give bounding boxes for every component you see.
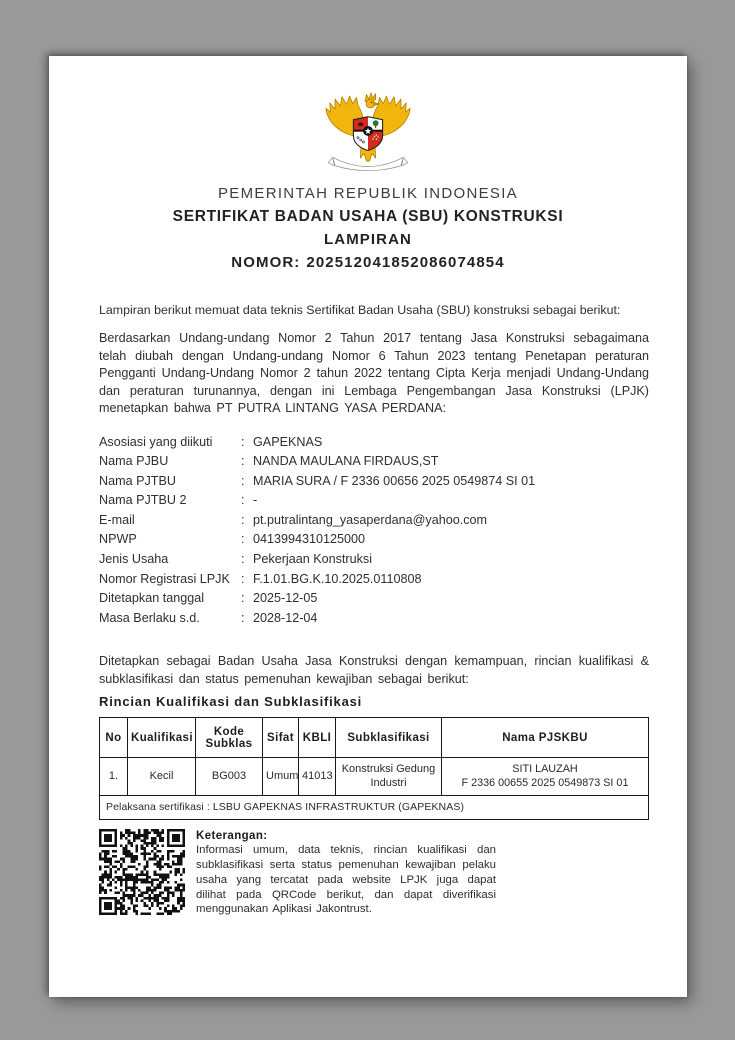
- detail-value: NANDA MAULANA FIRDAUS,ST: [253, 454, 439, 469]
- detail-separator: :: [241, 434, 245, 449]
- detail-separator: :: [241, 473, 245, 488]
- detail-row-masa-berlaku: [99, 609, 649, 629]
- detail-row-jenis-usaha: [99, 550, 649, 570]
- detail-separator: :: [241, 493, 245, 508]
- cell-kode-subklas: BG003: [196, 758, 263, 796]
- table-header-row: [100, 718, 649, 758]
- details-list: [99, 433, 649, 629]
- detail-row-nama-pjbu: [99, 452, 649, 472]
- keterangan-text-block: [196, 828, 496, 917]
- pjskbu-name: SITI LAUZAH: [512, 763, 578, 776]
- detail-label: Nomor Registrasi LPJK: [99, 571, 230, 586]
- qr-code: [99, 828, 185, 916]
- detail-value: MARIA SURA / F 2336 00656 2025 0549874 SI 01: [253, 473, 536, 488]
- detail-value: 2025-12-05: [253, 591, 318, 606]
- detail-separator: :: [241, 454, 245, 469]
- section-title: Rincian Kualifikasi dan Subklasifikasi: [99, 694, 363, 710]
- detail-label: Jenis Usaha: [99, 552, 169, 567]
- garuda-pancasila-emblem: [322, 89, 414, 175]
- cell-no: 1.: [100, 758, 128, 796]
- detail-label: Nama PJTBU 2: [99, 493, 187, 508]
- certificate-page: [49, 56, 687, 997]
- certifier-note: Pelaksana sertifikasi : LSBU GAPEKNAS INFRASTRUKTUR (GAPEKNAS): [100, 796, 649, 820]
- qualification-table: [99, 717, 649, 820]
- detail-separator: :: [241, 571, 245, 586]
- cell-kbli: 41013: [299, 758, 336, 796]
- document-header: [49, 183, 687, 274]
- detail-label: Masa Berlaku s.d.: [99, 610, 200, 625]
- keterangan-section: [99, 828, 649, 917]
- document-number: 202512041852086074854: [306, 254, 505, 271]
- col-header-subklasifikasi: Subklasifikasi: [336, 718, 442, 758]
- detail-row-email: [99, 511, 649, 531]
- garuda-eye: [371, 102, 372, 103]
- table-row: [100, 758, 649, 796]
- detail-label: Nama PJBU: [99, 454, 169, 469]
- detail-separator: :: [241, 610, 245, 625]
- detail-label: NPWP: [99, 532, 137, 547]
- detail-value: Pekerjaan Konstruksi: [253, 552, 373, 567]
- detail-value: -: [253, 493, 258, 508]
- detail-label: E-mail: [99, 512, 135, 527]
- cell-nama-pjskbu: [442, 758, 649, 796]
- col-header-kualifikasi: Kualifikasi: [128, 718, 196, 758]
- detail-row-asosiasi: [99, 433, 649, 453]
- keterangan-heading: Keterangan:: [196, 830, 268, 843]
- detail-separator: :: [241, 591, 245, 606]
- detail-value: pt.putralintang_yasaperdana@yahoo.com: [253, 512, 488, 527]
- document-number-label: NOMOR:: [231, 254, 301, 271]
- cell-sifat: Umum: [263, 758, 299, 796]
- detail-label: Nama PJTBU: [99, 473, 176, 488]
- detail-label: Asosiasi yang diikuti: [99, 434, 213, 449]
- detail-row-npwp: [99, 530, 649, 550]
- document-number-line: [49, 251, 687, 274]
- detail-row-nama-pjtbu-2: [99, 491, 649, 511]
- detail-row-ditetapkan-tanggal: [99, 589, 649, 609]
- attachment-title: LAMPIRAN: [324, 231, 412, 248]
- cell-subklasifikasi: Konstruksi Gedung Industri: [336, 758, 442, 796]
- detail-value: 0413994310125000: [253, 532, 366, 547]
- keterangan-body: Informasi umum, data teknis, rincian kualifikasi dan subklasifikasi serta status pemenuhan kewajiban pelaku usaha yang tercatat pada website LPJK juga dapat dilihat pada QRCode berikut, dan dapat diverifikasi menggunakan Aplikasi Jakontrust.: [196, 844, 496, 916]
- detail-row-nama-pjtbu: [99, 472, 649, 492]
- pjskbu-registration: F 2336 00655 2025 0549873 SI 01: [461, 776, 629, 789]
- col-header-sifat: Sifat: [263, 718, 299, 758]
- legal-paragraph: Berdasarkan Undang-undang Nomor 2 Tahun 2017 tentang Jasa Konstruksi sebagaimana telah diubah dengan Undang-undang Nomor 6 Tahun 2023 tentang Penetapan peraturan Pengganti Undang-Undang Nomor 2 tahun 2022 tentang Cipta Kerja menjadi Undang-Undang dan peraturan turunannya, dengan ini Lembaga Pengembangan Jasa Konstruksi (LPJK) menetapkan bahwa PT PUTRA LINTANG YASA PERDANA:: [99, 331, 649, 415]
- table-footer-row: [100, 796, 649, 820]
- detail-separator: :: [241, 552, 245, 567]
- intro-paragraph: Lampiran berikut memuat data teknis Sertifikat Badan Usaha (SBU) konstruksi sebagai berikut:: [99, 303, 621, 317]
- detail-value: GAPEKNAS: [253, 434, 323, 449]
- document-title: SERTIFIKAT BADAN USAHA (SBU) KONSTRUKSI: [172, 208, 564, 225]
- detail-value: 2028-12-04: [253, 610, 318, 625]
- detail-separator: :: [241, 532, 245, 547]
- col-header-kbli: KBLI: [299, 718, 336, 758]
- col-header-no: No: [100, 718, 128, 758]
- col-header-nama-pjskbu: Nama PJSKBU: [442, 718, 649, 758]
- closing-paragraph: Ditetapkan sebagai Badan Usaha Jasa Konstruksi dengan kemampuan, rincian kualifikasi & subklasifikasi dan status pemenuhan kewajiban sebagai berikut:: [99, 654, 649, 686]
- government-title: PEMERINTAH REPUBLIK INDONESIA: [218, 185, 518, 202]
- cell-kualifikasi: Kecil: [128, 758, 196, 796]
- col-header-kode-subklas: Kode Subklas: [196, 718, 263, 758]
- detail-separator: :: [241, 512, 245, 527]
- detail-label: Ditetapkan tanggal: [99, 591, 205, 606]
- detail-value: F.1.01.BG.K.10.2025.0110808: [253, 571, 422, 586]
- detail-row-nomor-registrasi: [99, 570, 649, 590]
